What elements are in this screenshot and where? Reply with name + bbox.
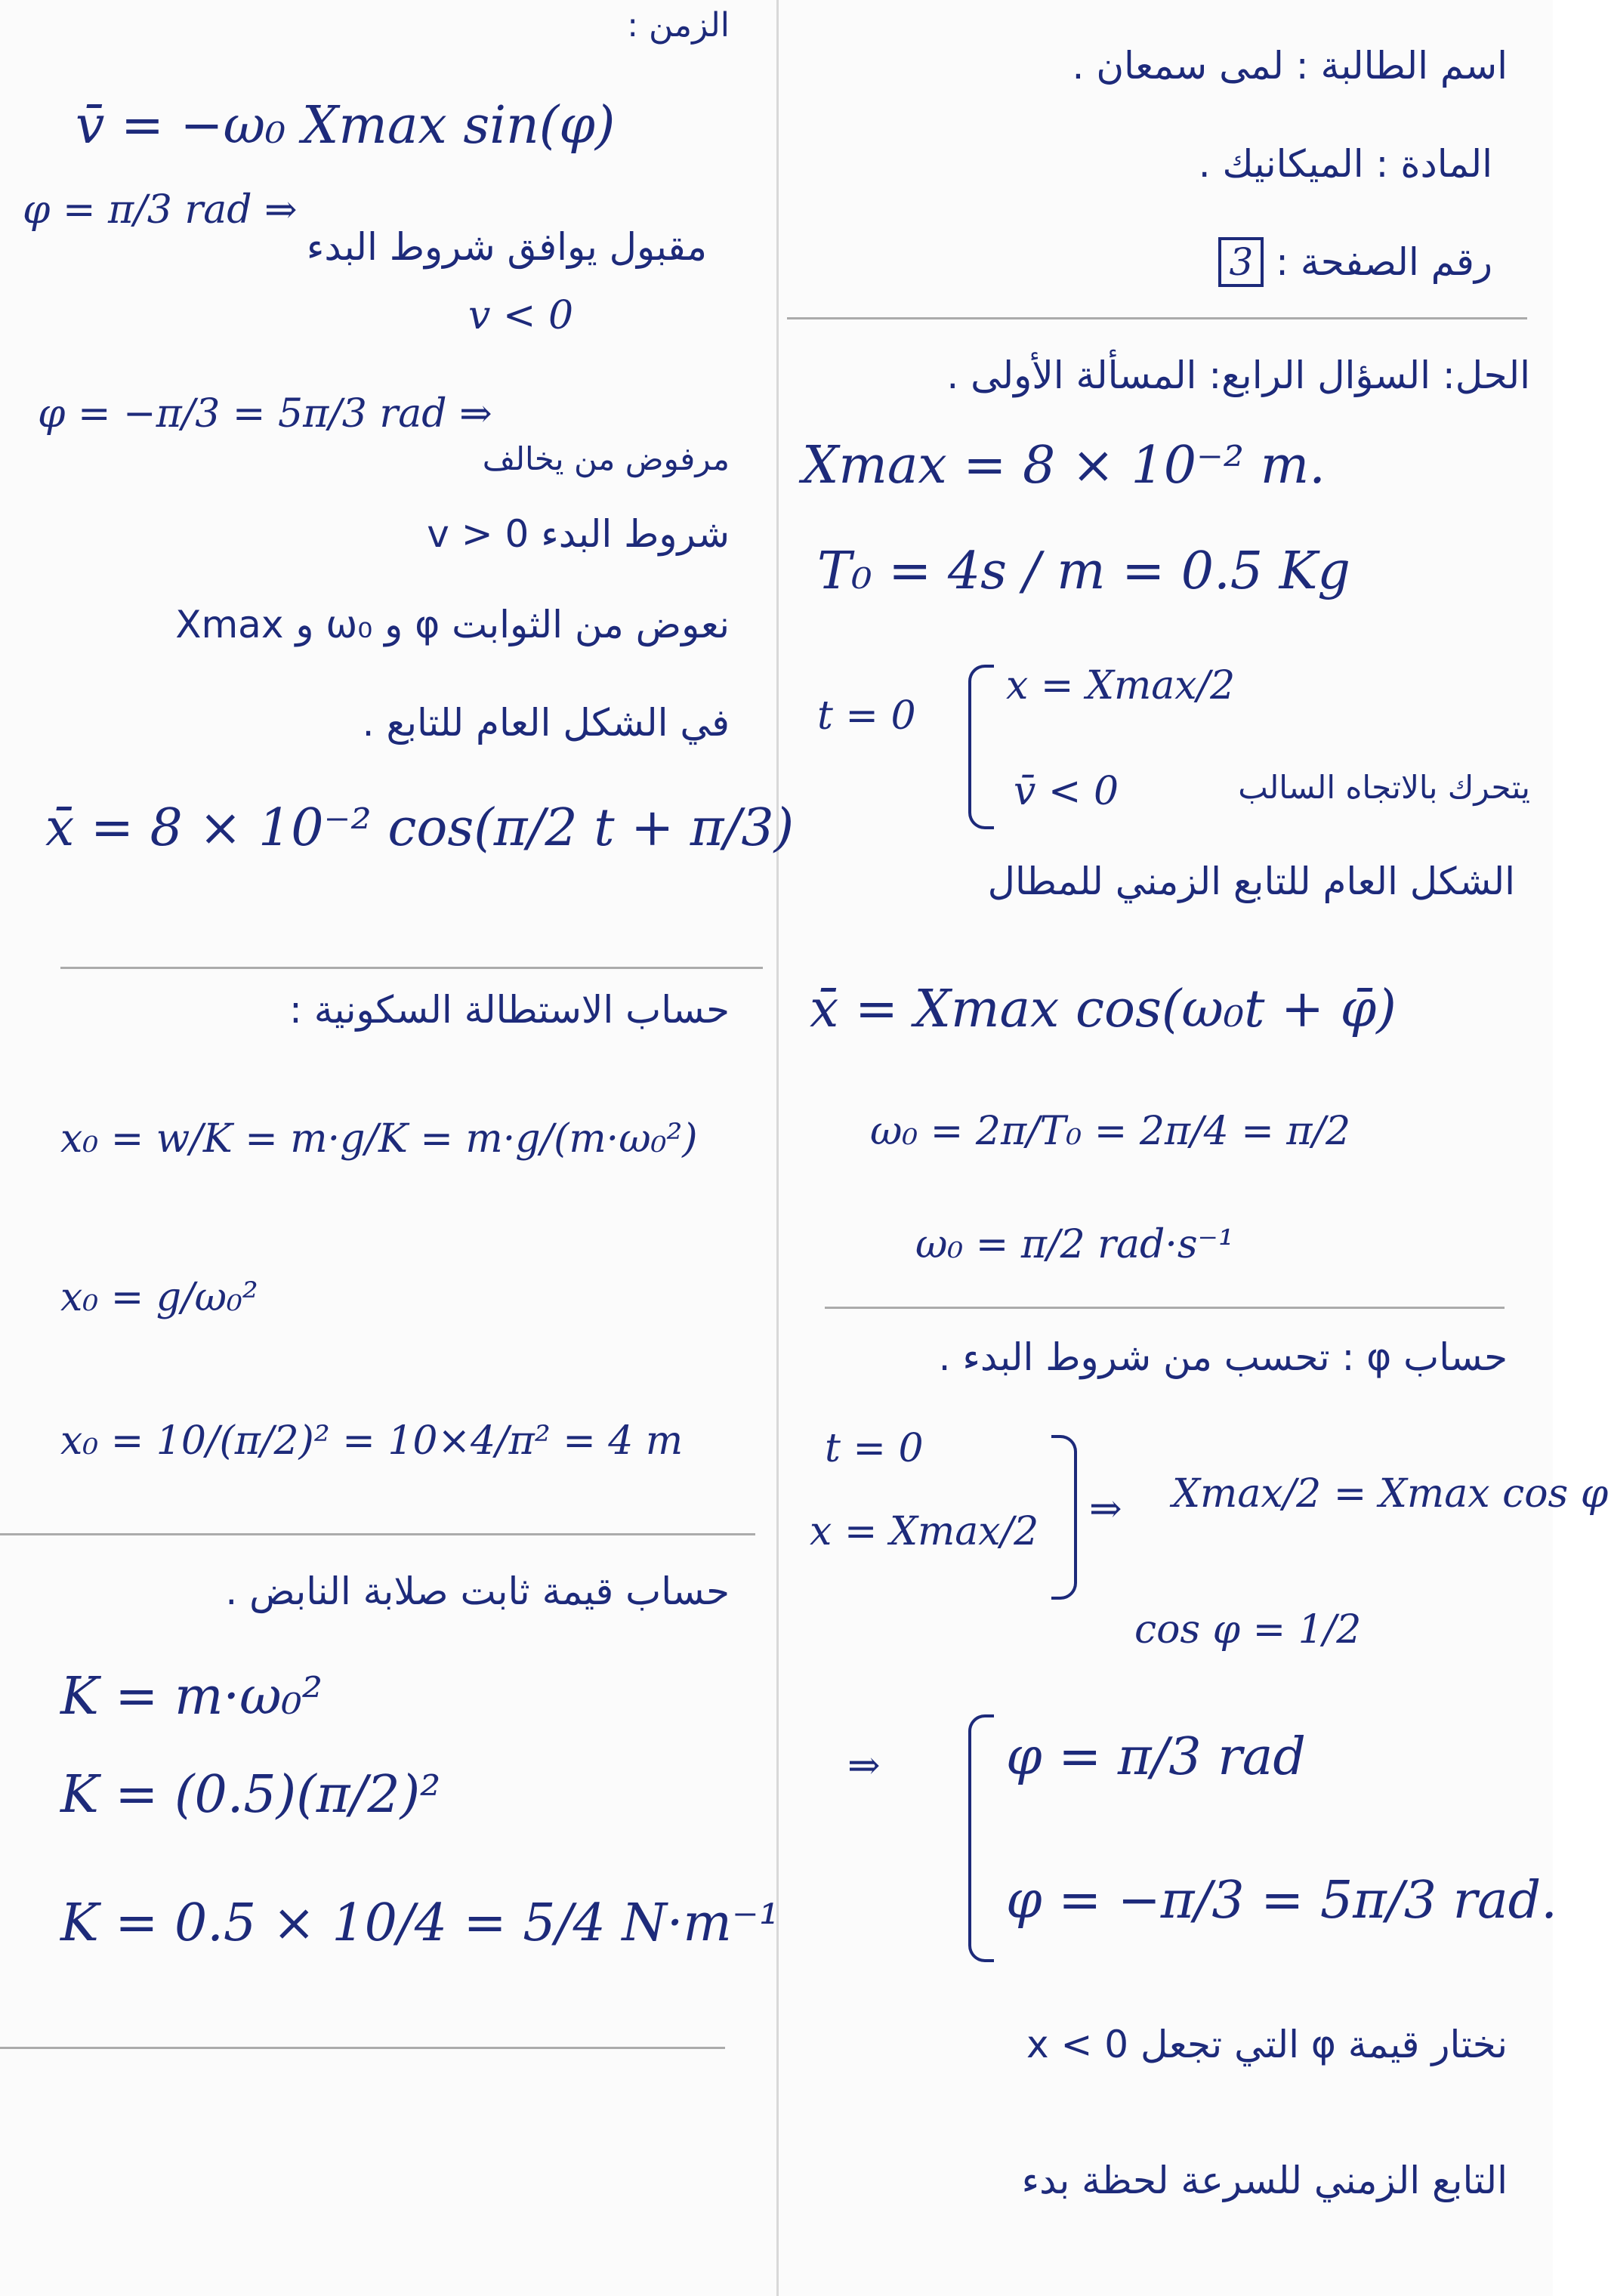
static-divider: [0, 1533, 755, 1535]
velocity-negative: v < 0: [468, 293, 574, 338]
initial-brace: [968, 665, 994, 829]
implies-arrow-2: ⇒: [847, 1743, 881, 1788]
omega-result: ω₀ = π/2 rad·s⁻¹: [915, 1222, 1234, 1267]
general-form: x̄ = Xmax cos(ω₀t + φ̄): [810, 980, 1397, 1039]
phi-brace: [968, 1714, 994, 1962]
initial-v: v̄ < 0: [1014, 769, 1119, 814]
cond-x: x = Xmax/2: [810, 1509, 1039, 1554]
phi-solution-1: φ = π/3 rad: [1006, 1727, 1306, 1787]
accept-text: مقبول يوافق شروط البدء: [306, 225, 707, 269]
phi-equation: Xmax/2 = Xmax cos φ: [1172, 1471, 1608, 1517]
choose-line-1: نختار قيمة φ التي تجعل x < 0: [1026, 2023, 1508, 2066]
page-number: 3: [1218, 237, 1264, 287]
k-eq-3: K = 0.5 × 10/4 = 5/4 N·m⁻¹: [60, 1893, 780, 1953]
static-eq-3: x₀ = 10/(π/2)² = 10×4/π² = 4 m: [60, 1418, 684, 1464]
initial-time: t = 0: [817, 693, 916, 739]
final-position-function: x̄ = 8 × 10⁻² cos(π/2 t + π/3): [45, 798, 795, 858]
choose-line-2: التابع الزمني للسرعة لحظة بدء: [1021, 2159, 1508, 2202]
xmax-value: Xmax = 8 × 10⁻² m.: [802, 436, 1326, 495]
cond-time: t = 0: [825, 1426, 924, 1471]
static-heading: حساب الاستطالة السكونية :: [289, 988, 730, 1032]
k-heading: حساب قيمة ثابت صلابة النابض .: [225, 1569, 730, 1613]
static-eq-1: x₀ = w/K = m·g/K = m·g/(m·ω₀²): [60, 1116, 698, 1162]
omega-divider: [825, 1307, 1505, 1309]
k-eq-2: K = (0.5)(π/2)²: [60, 1765, 441, 1825]
cond-brace: [1051, 1435, 1077, 1600]
general-form-label: الشكل العام للتابع الزمني للمطال: [987, 859, 1515, 903]
cos-phi: cos φ = 1/2: [1134, 1607, 1362, 1653]
right-column: [779, 0, 1608, 2296]
phi-solution-2: φ = −π/3 = 5π/3 rad.: [1006, 1871, 1557, 1930]
reject-text-2: شروط البدء v > 0: [427, 512, 730, 556]
k-eq-1: K = m·ω₀²: [60, 1667, 323, 1727]
header-divider: [787, 317, 1527, 319]
phi-reject: φ = −π/3 = 5π/3 rad ⇒: [38, 391, 492, 437]
left-column: [0, 0, 795, 2296]
static-eq-2: x₀ = g/ω₀²: [60, 1275, 258, 1320]
phi-heading: حساب φ : تحسب من شروط البدء .: [938, 1335, 1508, 1379]
initial-x: x = Xmax/2: [1006, 663, 1236, 708]
page-label: رقم الصفحة : 3: [1218, 242, 1492, 283]
velocity-equation: v̄ = −ω₀ Xmax sin(φ): [76, 96, 616, 156]
initial-v-text: يتحرك بالاتجاه السالب: [1238, 769, 1530, 806]
x-divider: [60, 967, 763, 969]
student-name: اسم الطالبة : لمى سمعان .: [1072, 44, 1508, 88]
omega-calc: ω₀ = 2π/T₀ = 2π/4 = π/2: [870, 1109, 1351, 1154]
reject-text: مرفوض من يخالف: [482, 440, 730, 477]
substitute-text: نعوض من الثوابت φ و ω₀ و Xmax: [175, 603, 730, 647]
period-mass: T₀ = 4s / m = 0.5 Kg: [817, 542, 1350, 601]
implies-arrow: ⇒: [1089, 1486, 1122, 1532]
solution-heading: الحل: السؤال الرابع: المسألة الأولى .: [946, 353, 1530, 397]
general-form-text: في الشكل العام للتابع .: [362, 701, 730, 745]
time-header: الزمن :: [627, 6, 730, 45]
subject: المادة : الميكانيك .: [1198, 142, 1492, 186]
phi-accept: φ = π/3 rad ⇒: [23, 187, 298, 233]
k-divider: [0, 2047, 725, 2049]
